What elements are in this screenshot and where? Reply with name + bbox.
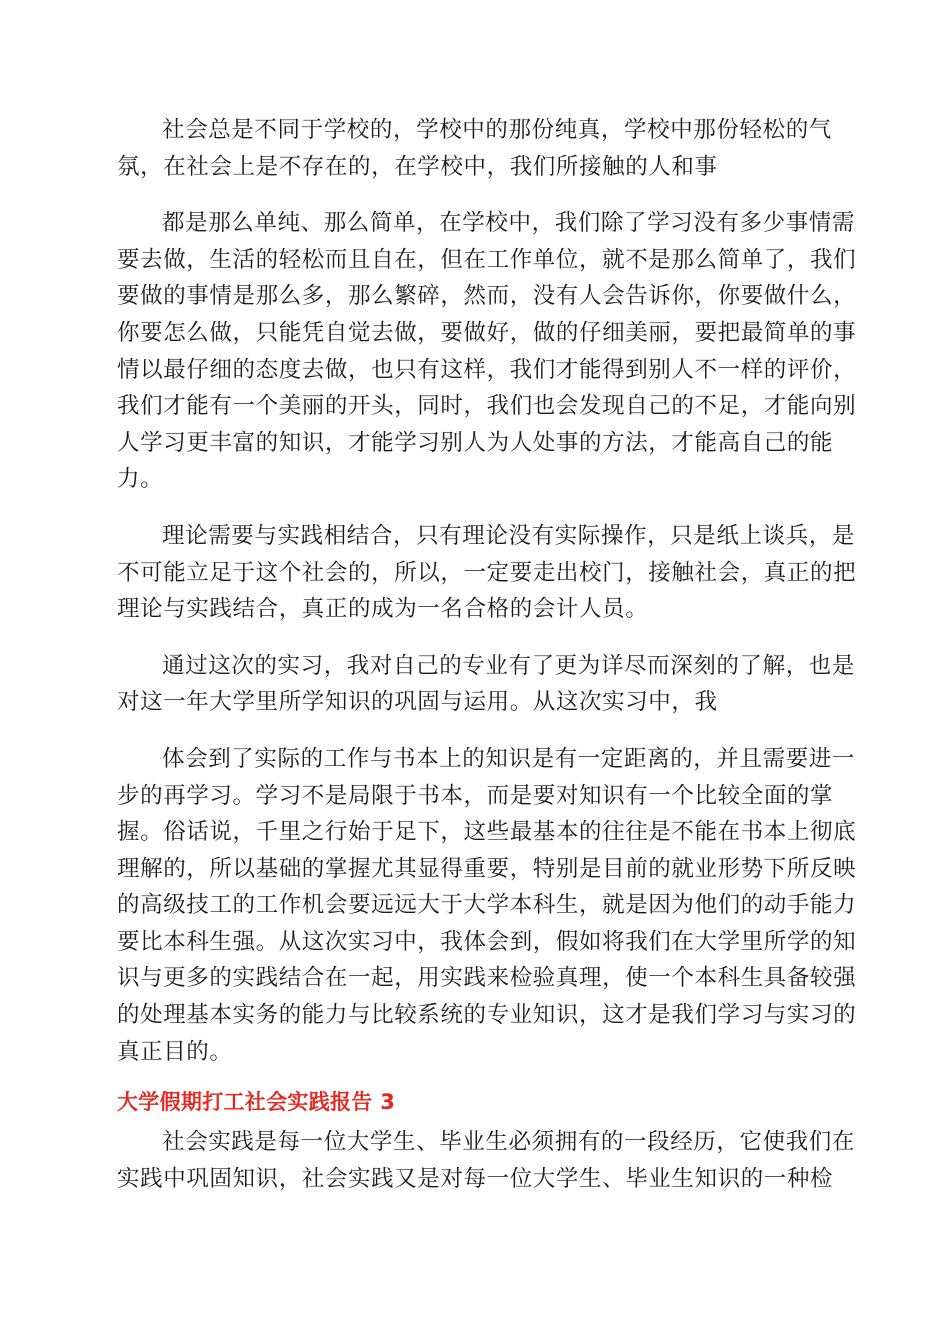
- text-line: 识与更多的实践结合在一起，用实践来检验真理，使一个本科生具备较强: [117, 965, 857, 992]
- text-line: 实践中巩固知识，社会实践又是对每一位大学生、毕业生知识的一种检: [117, 1165, 834, 1192]
- text-line: 不可能立足于这个社会的，所以，一定要走出校门，接触社会，真正的把: [117, 559, 857, 586]
- paragraph-6: [117, 1124, 856, 1197]
- document-body: [117, 112, 857, 1197]
- paragraph-1: [117, 112, 833, 185]
- text-line: 你要怎么做，只能凭自觉去做，要做好，做的仔细美丽，要把最简单的事: [117, 319, 857, 346]
- text-line: 的高级技工的工作机会要远远大于大学本科生，就是因为他们的动手能力: [117, 892, 857, 919]
- text-line: 情以最仔细的态度去做，也只有这样，我们才能得到别人不一样的评价，: [117, 356, 857, 383]
- text-line: 社会实践是每一位大学生、毕业生必须拥有的一段经历，它使我们在: [162, 1129, 856, 1156]
- section-heading: 大学假期打工社会实践报告 3: [117, 1090, 396, 1115]
- text-line: 都是那么单纯、那么简单，在学校中，我们除了学习没有多少事情需: [162, 210, 856, 237]
- text-line: 力。: [117, 466, 164, 493]
- paragraph-4: [117, 648, 856, 721]
- text-line: 氛，在社会上是不存在的，在学校中，我们所接触的人和事: [117, 153, 718, 180]
- text-line: 我们才能有一个美丽的开头，同时，我们也会发现自己的不足，才能向别: [117, 393, 857, 420]
- text-line: 步的再学习。学习不是局限于书本，而是要对知识有一个比较全面的掌: [117, 782, 834, 809]
- text-line: 真正目的。: [117, 1038, 233, 1065]
- paragraph-5: [117, 741, 857, 1070]
- text-line: 社会总是不同于学校的，学校中的那份纯真，学校中那份轻松的气: [162, 117, 832, 143]
- text-line: 人学习更丰富的知识，才能学习别人为人处事的方法，才能高自己的能: [117, 429, 834, 456]
- text-line: 要比本科生强。从这次实习中，我体会到，假如将我们在大学里所学的知: [117, 928, 857, 955]
- text-line: 理解的，所以基础的掌握尤其显得重要，特别是目前的就业形势下所反映: [117, 855, 857, 882]
- text-line: 的处理基本实务的能力与比较系统的专业知识，这才是我们学习与实习的: [117, 1002, 857, 1029]
- text-line: 理论与实践结合，真正的成为一名合格的会计人员。: [117, 596, 649, 623]
- paragraph-3: [117, 518, 857, 628]
- paragraph-2: [117, 205, 857, 498]
- text-line: 通过这次的实习，我对自己的专业有了更为详尽而深刻的了解，也是: [162, 652, 856, 679]
- text-line: 体会到了实际的工作与书本上的知识是有一定距离的，并且需要进一: [162, 745, 856, 772]
- text-line: 握。俗话说，千里之行始于足下，这些最基本的往往是不能在书本上彻底: [117, 819, 857, 846]
- text-line: 要做的事情是那么多，那么繁碎，然而，没有人会告诉你，你要做什么，: [117, 283, 857, 310]
- text-line: 理论需要与实践相结合，只有理论没有实际操作，只是纸上谈兵，是: [162, 522, 856, 549]
- text-line: 要去做，生活的轻松而且自在，但在工作单位，就不是那么简单了，我们: [117, 246, 857, 273]
- text-line: 对这一年大学里所学知识的巩固与运用。从这次实习中，我: [117, 689, 718, 716]
